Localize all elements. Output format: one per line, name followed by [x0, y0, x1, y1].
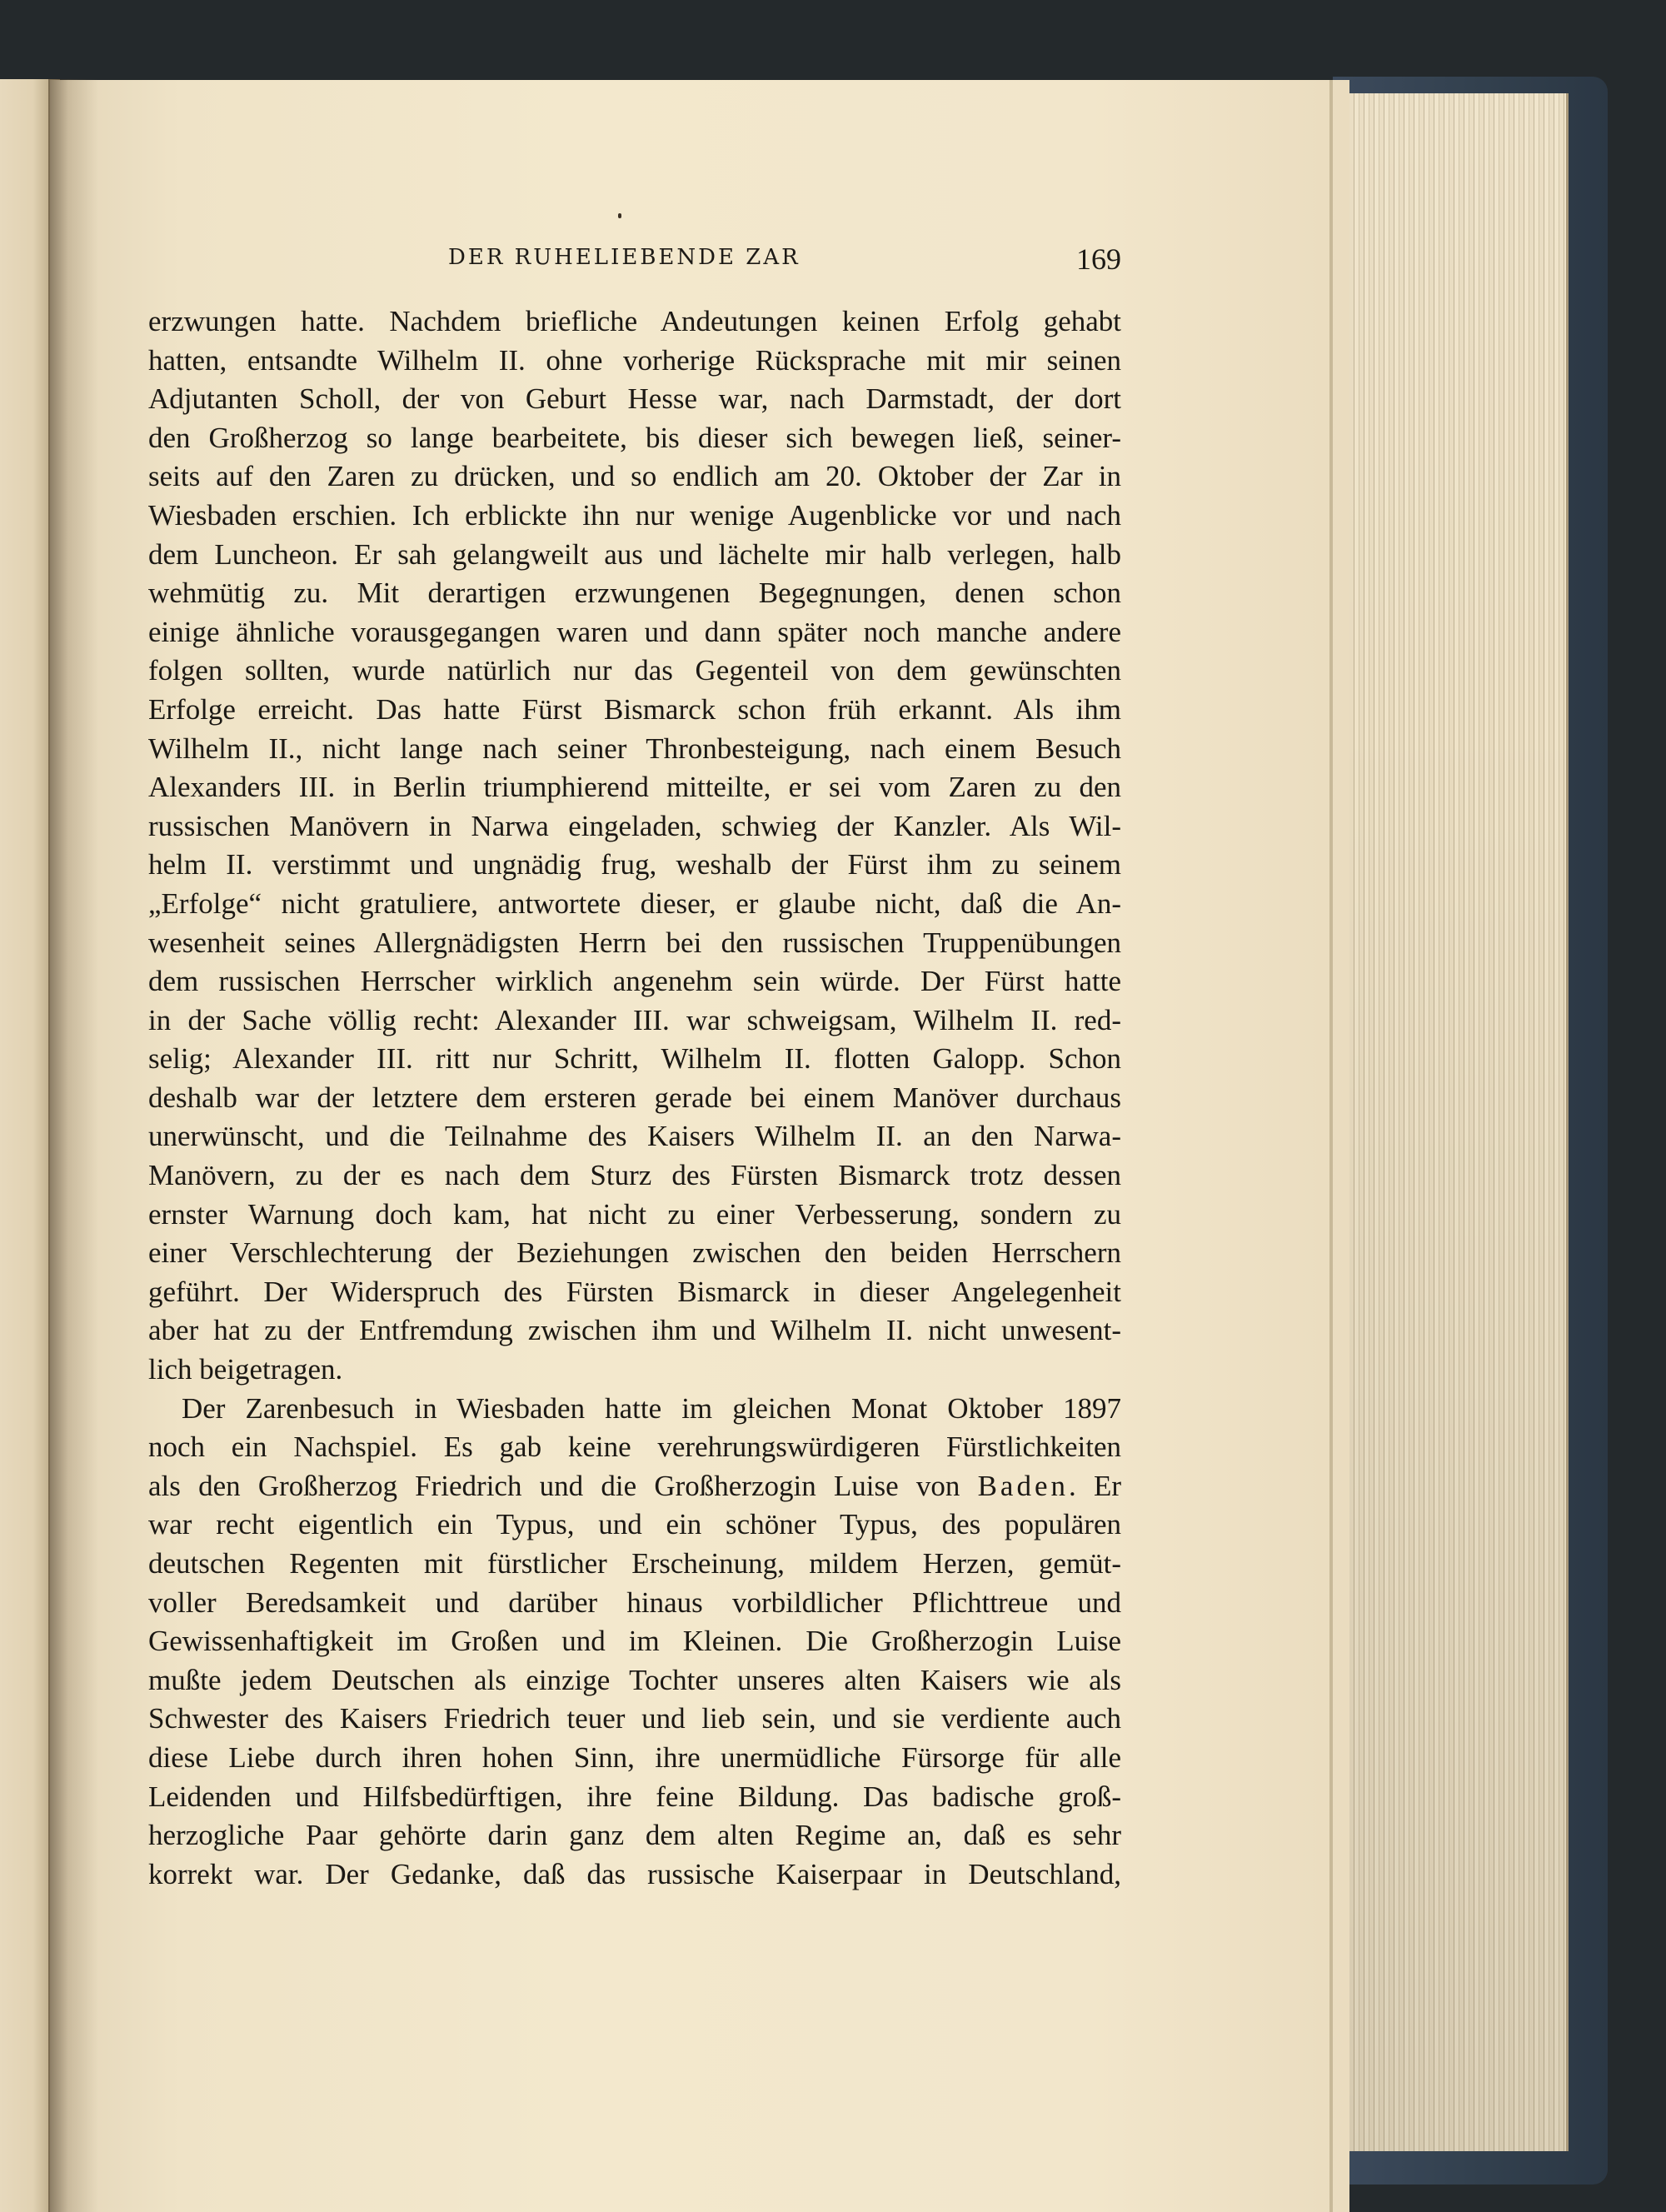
text-line: Manövern, zu der es nach dem Sturz des Fürsten Bismarck trotz dessen — [148, 1159, 1121, 1192]
text-line: selig; Alexander III. ritt nur Schritt, Wilhelm II. flotten Galopp. Schon — [148, 1042, 1121, 1076]
text-line: folgen sollten, wurde natürlich nur das Gegenteil von dem gewünschten — [148, 654, 1121, 687]
gutter-shadow — [48, 79, 98, 2212]
text-line: aber hat zu der Entfremdung zwischen ihm und Wilhelm II. nicht unwesent- — [148, 1314, 1121, 1347]
text-line: dem Luncheon. Er sah gelangweilt aus und lächelte mir halb verlegen, halb — [148, 537, 1121, 571]
text-line: noch ein Nachspiel. Es gab keine verehrungswürdigeren Fürstlichkeiten — [148, 1431, 1121, 1464]
page-stack-shading — [1324, 93, 1566, 2151]
text-line: mußte jedem Deutschen als einzige Tochter unseres alten Kaisers wie als — [148, 1663, 1121, 1696]
text-line: russischen Manövern in Narwa eingeladen, schwieg der Kanzler. Als Wil- — [148, 809, 1121, 842]
text-line: unerwünscht, und die Teilnahme des Kaisers Wilhelm II. an den Narwa- — [148, 1120, 1121, 1153]
paragraph — [148, 1390, 1121, 1895]
text-line: wehmütig zu. Mit derartigen erzwungenen Begegnungen, denen schon — [148, 577, 1121, 610]
ink-speck — [618, 213, 621, 218]
text-line: hatten, entsandte Wilhelm II. ohne vorherige Rücksprache mit mir seinen — [148, 343, 1121, 377]
text-line: Wilhelm II., nicht lange nach seiner Thronbesteigung, nach einem Besuch — [148, 732, 1121, 765]
body-text — [148, 302, 1121, 1894]
text-line: dem russischen Herrscher wirklich angenehm sein würde. Der Fürst hatte — [148, 965, 1121, 998]
text-line: Schwester des Kaisers Friedrich teuer und lieb sein, und sie verdiente auch — [148, 1702, 1121, 1735]
letterspaced-name: Baden — [977, 1469, 1069, 1502]
text-line: den Großherzog so lange bearbeitete, bis dieser sich bewegen ließ, seiner- — [148, 421, 1121, 454]
text-line: diese Liebe durch ihren hohen Sinn, ihre unermüdliche Fürsorge für alle — [148, 1740, 1121, 1774]
text-line: deutschen Regenten mit fürstlicher Erscheinung, mildem Herzen, gemüt- — [148, 1547, 1121, 1580]
text-line: wesenheit seines Allergnädigsten Herrn bei den russischen Truppenübungen — [148, 926, 1121, 959]
text-line: erzwungen hatte. Nachdem briefliche Andeutungen keinen Erfolg gehabt — [148, 305, 1121, 337]
text-line: geführt. Der Widerspruch des Fürsten Bismarck in dieser Angelegenheit — [148, 1275, 1121, 1308]
paragraph — [148, 302, 1121, 1390]
text-line: Adjutanten Scholl, der von Geburt Hesse war, nach Darmstadt, der dort — [148, 382, 1121, 416]
text-line: Wiesbaden erschien. Ich erblickte ihn nur wenige Augenblicke vor und nach — [148, 498, 1121, 532]
text-line: seits auf den Zaren zu drücken, und so endlich am 20. Oktober der Zar in — [148, 460, 1121, 493]
text-line: einer Verschlechterung der Beziehungen zwischen den beiden Herrschern — [148, 1236, 1121, 1270]
text-line: helm II. verstimmt und ungnädig frug, weshalb der Fürst ihm zu seinem — [148, 848, 1121, 881]
right-page-edge — [1329, 80, 1333, 2212]
text-line: in der Sache völlig recht: Alexander III. war schweigsam, Wilhelm II. red- — [148, 1003, 1121, 1036]
running-head — [148, 242, 1121, 283]
text-line: korrekt war. Der Gedanke, daß das russische Kaiserpaar in Deutschland, — [148, 1857, 1121, 1890]
text-line: Der Zarenbesuch in Wiesbaden hatte im gleichen Monat Oktober 1897 — [182, 1391, 1121, 1425]
text-run: . Er — [1069, 1469, 1121, 1502]
page-number: 169 — [1076, 242, 1121, 276]
text-line: ernster Warnung doch kam, hat nicht zu einer Verbesserung, sondern zu — [148, 1197, 1121, 1231]
text-line: Erfolge erreicht. Das hatte Fürst Bismarck schon früh erkannt. Als ihm — [148, 692, 1121, 726]
text-line: Alexanders III. in Berlin triumphierend mitteilte, er sei vom Zaren zu den — [148, 771, 1121, 804]
text-line: „Erfolge“ nicht gratuliere, antwortete dieser, er glaube nicht, daß die An- — [148, 886, 1121, 920]
text-line: voller Beredsamkeit und darüber hinaus vorbildlicher Pflichttreue und — [148, 1585, 1121, 1619]
running-title: DER RUHELIEBENDE ZAR — [448, 245, 801, 270]
text-line: lich beigetragen. — [148, 1353, 343, 1386]
text-run: als den Großherzog Friedrich und die Großherzogin Luise von — [148, 1469, 978, 1502]
text-line: deshalb war der letztere dem ersteren gerade bei einem Manöver durchaus — [148, 1081, 1121, 1114]
text-line: einige ähnliche vorausgegangen waren und dann später noch manche andere — [148, 615, 1121, 648]
text-line: Gewissenhaftigkeit im Großen und im Kleinen. Die Großherzogin Luise — [148, 1625, 1121, 1658]
text-line-with-spaced-name — [148, 1467, 1121, 1506]
text-line: war recht eigentlich ein Typus, und ein schöner Typus, des populären — [148, 1508, 1121, 1541]
text-line: herzogliche Paar gehörte darin ganz dem alten Regime an, daß es sehr — [148, 1819, 1121, 1852]
text-line: Leidenden und Hilfsbedürftigen, ihre feine Bildung. Das badische groß- — [148, 1780, 1121, 1813]
